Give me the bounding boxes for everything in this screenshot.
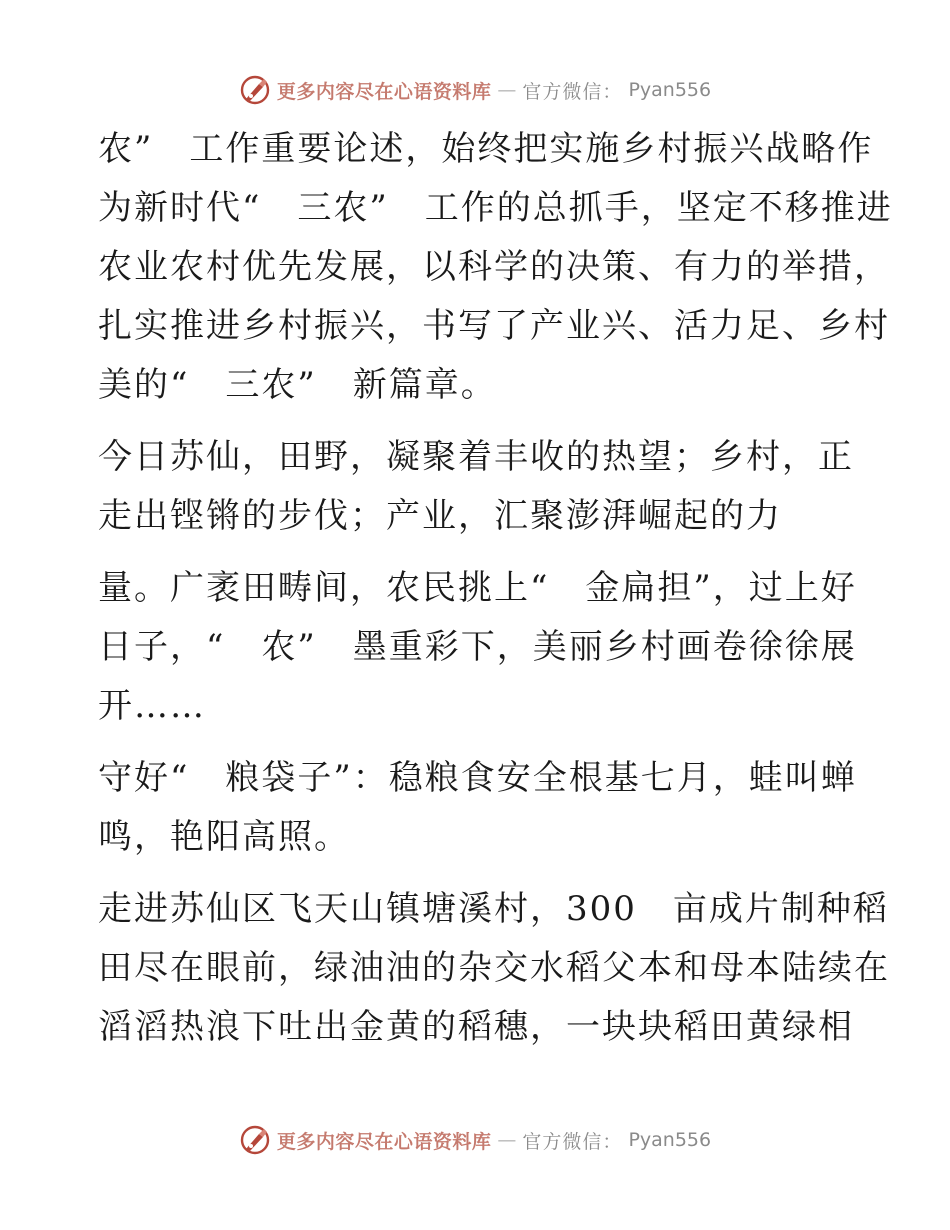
text-line: 日子，“ 农” 墨重彩下，美丽乡村画卷徐徐展 <box>98 627 857 667</box>
text-line: 滔滔热浪下吐出金黄的稻穗，一块块稻田黄绿相 <box>98 1007 854 1047</box>
text-line: 鸣，艳阳高照。 <box>98 817 350 857</box>
text-line: 守好“ 粮袋子”：稳粮食安全根基七月，蛙叫蝉 <box>98 758 857 798</box>
text-line: 农业农村优先发展，以科学的决策、有力的举措， <box>98 247 890 287</box>
footer-separator: — <box>497 1129 517 1151</box>
header-site-text: 更多内容尽在心语资料库 <box>276 80 492 103</box>
header-banner <box>0 70 950 110</box>
text-line: 走出铿锵的步伐；产业，汇聚澎湃崛起的力 <box>98 496 782 536</box>
header-wechat-label: 官方微信： <box>522 80 623 103</box>
text-line: 为新时代“ 三农” 工作的总抓手，坚定不移推进 <box>98 188 893 228</box>
paragraph-4 <box>98 749 858 867</box>
paragraph-3 <box>98 559 858 736</box>
header-wechat-id: Pyan556 <box>628 79 712 101</box>
footer-banner <box>0 1120 950 1160</box>
text-line: 走进苏仙区飞天山镇塘溪村，300 亩成片制种稻 <box>98 889 889 929</box>
paragraph-1 <box>98 120 893 415</box>
text-line: 开…… <box>98 686 206 726</box>
footer-wechat-label: 官方微信： <box>522 1130 623 1153</box>
paragraph-2 <box>98 428 858 546</box>
document-body <box>98 120 893 1070</box>
footer-site-text: 更多内容尽在心语资料库 <box>276 1130 492 1153</box>
text-line: 扎实推进乡村振兴，书写了产业兴、活力足、乡村 <box>98 306 890 346</box>
header-separator: — <box>497 79 517 101</box>
text-line: 田尽在眼前，绿油油的杂交水稻父本和母本陆续在 <box>98 948 890 988</box>
text-line: 今日苏仙，田野，凝聚着丰收的热望；乡村，正 <box>98 437 854 477</box>
footer-wechat-id: Pyan556 <box>628 1129 712 1151</box>
pen-logo-icon <box>239 74 271 106</box>
text-line: 美的“ 三农” 新篇章。 <box>98 365 497 405</box>
text-line: 农” 工作重要论述，始终把实施乡村振兴战略作 <box>98 129 874 169</box>
paragraph-5 <box>98 880 890 1057</box>
text-line: 量。广袤田畴间，农民挑上“ 金扁担”，过上好 <box>98 568 857 608</box>
pen-logo-icon <box>239 1124 271 1156</box>
